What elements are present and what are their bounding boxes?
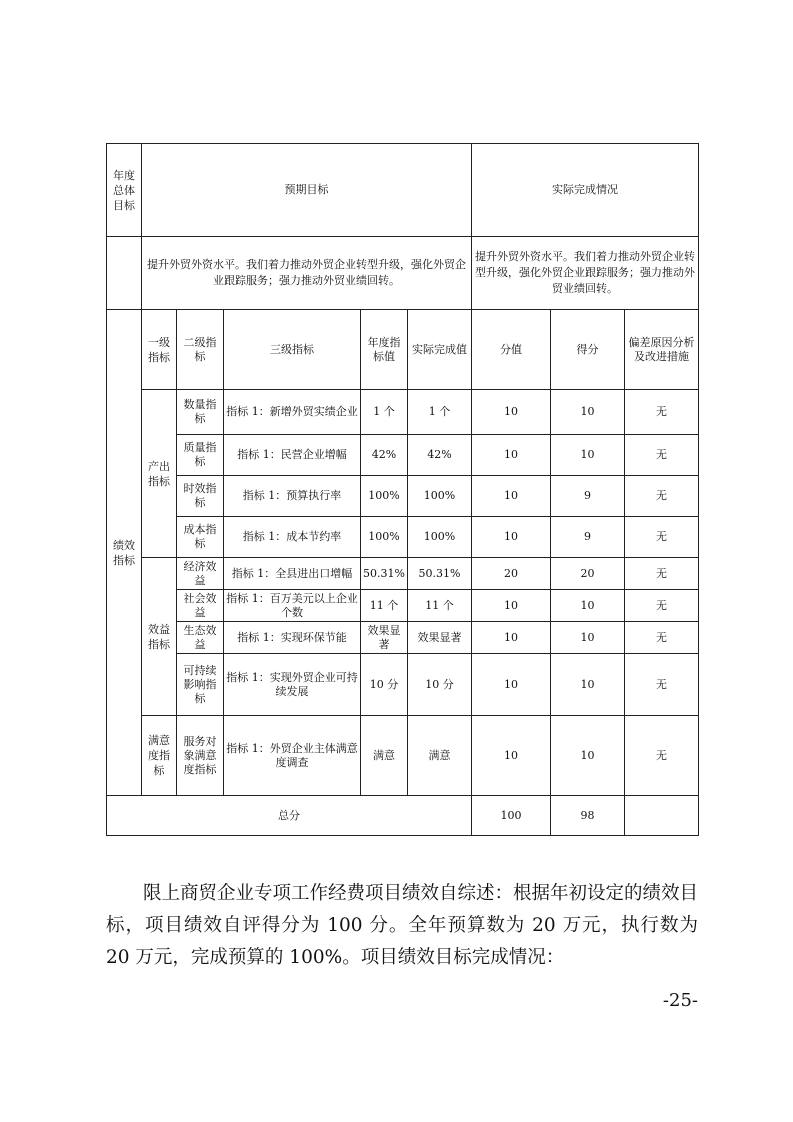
score-cell: 10 <box>551 590 625 622</box>
expected-goal-text: 提升外贸外资水平。我们着力推动外贸企业转型升级，强化外贸企业跟踪服务；强力推动外贸业绩回转。 <box>142 237 472 310</box>
value-cell: 10 <box>472 390 551 435</box>
table-row <box>107 716 699 796</box>
level3-cell: 指标 1：百万美元以上企业个数 <box>224 590 361 622</box>
note-cell: 无 <box>625 716 699 796</box>
table-row <box>107 622 699 654</box>
value-cell: 20 <box>472 558 551 590</box>
table-row <box>107 476 699 517</box>
value-cell: 10 <box>472 590 551 622</box>
value-cell: 10 <box>472 716 551 796</box>
level3-cell: 指标 1：实现环保节能 <box>224 622 361 654</box>
expected-goal-header: 预期目标 <box>142 144 472 237</box>
level3-cell: 指标 1：外贸企业主体满意度调查 <box>224 716 361 796</box>
value-cell: 10 <box>472 654 551 716</box>
level3-cell: 指标 1：新增外贸实绩企业 <box>224 390 361 435</box>
note-cell: 无 <box>625 435 699 476</box>
table-row <box>107 435 699 476</box>
actual-cell: 11 个 <box>408 590 472 622</box>
total-score: 98 <box>551 796 625 836</box>
header-level3: 三级指标 <box>224 310 361 390</box>
level3-cell: 指标 1：实现外贸企业可持续发展 <box>224 654 361 716</box>
target-cell: 42% <box>361 435 408 476</box>
actual-cell: 100% <box>408 517 472 558</box>
target-cell: 10 分 <box>361 654 408 716</box>
group-output: 产出指标 <box>142 390 177 558</box>
summary-paragraph: 限上商贸企业专项工作经费项目绩效自综述：根据年初设定的绩效目标，项目绩效自评得分为 100 分。全年预算数为 20 万元，执行数为 20 万元，完成预算的 100%。项目绩效目标完成情况： <box>106 883 699 968</box>
target-cell: 11 个 <box>361 590 408 622</box>
total-note <box>625 796 699 836</box>
level2-cell: 经济效益 <box>177 558 224 590</box>
note-cell: 无 <box>625 558 699 590</box>
actual-cell: 50.31% <box>408 558 472 590</box>
table-row <box>107 558 699 590</box>
header-actual-value: 实际完成值 <box>408 310 472 390</box>
page-number: -25- <box>662 990 698 1011</box>
actual-cell: 1 个 <box>408 390 472 435</box>
level2-cell: 数量指标 <box>177 390 224 435</box>
actual-cell: 100% <box>408 476 472 517</box>
group-satisfaction: 满意度指标 <box>142 716 177 796</box>
header-annual-target: 年度指标值 <box>361 310 408 390</box>
level2-cell: 质量指标 <box>177 435 224 476</box>
score-cell: 10 <box>551 622 625 654</box>
actual-completion-header: 实际完成情况 <box>472 144 699 237</box>
table-row <box>107 654 699 716</box>
target-cell: 满意 <box>361 716 408 796</box>
value-cell: 10 <box>472 622 551 654</box>
actual-completion-text: 提升外贸外资水平。我们着力推动外贸企业转型升级，强化外贸企业跟踪服务；强力推动外贸业绩回转。 <box>472 237 699 310</box>
level3-cell: 指标 1：预算执行率 <box>224 476 361 517</box>
score-cell: 20 <box>551 558 625 590</box>
note-cell: 无 <box>625 654 699 716</box>
score-cell: 10 <box>551 716 625 796</box>
note-cell: 无 <box>625 622 699 654</box>
annual-goal-label: 年度总体目标 <box>107 144 142 237</box>
level2-cell: 生态效益 <box>177 622 224 654</box>
level2-cell: 可持续影响指标 <box>177 654 224 716</box>
summary-section <box>106 878 698 974</box>
note-cell: 无 <box>625 390 699 435</box>
header-score: 得分 <box>551 310 625 390</box>
actual-cell: 42% <box>408 435 472 476</box>
header-deviation: 偏差原因分析及改进措施 <box>625 310 699 390</box>
actual-cell: 10 分 <box>408 654 472 716</box>
actual-cell: 效果显著 <box>408 622 472 654</box>
note-cell: 无 <box>625 476 699 517</box>
value-cell: 10 <box>472 435 551 476</box>
note-cell: 无 <box>625 590 699 622</box>
level2-cell: 服务对象满意度指标 <box>177 716 224 796</box>
score-cell: 10 <box>551 654 625 716</box>
target-cell: 1 个 <box>361 390 408 435</box>
performance-table <box>106 143 699 836</box>
table-row <box>107 390 699 435</box>
total-label: 总分 <box>107 796 472 836</box>
score-cell: 9 <box>551 517 625 558</box>
value-cell: 10 <box>472 517 551 558</box>
table-row <box>107 590 699 622</box>
empty-cell <box>107 237 142 310</box>
level2-cell: 成本指标 <box>177 517 224 558</box>
header-level2: 二级指标 <box>177 310 224 390</box>
total-row <box>107 796 699 836</box>
note-cell: 无 <box>625 517 699 558</box>
target-cell: 效果显著 <box>361 622 408 654</box>
level3-cell: 指标 1：成本节约率 <box>224 517 361 558</box>
level3-cell: 指标 1：全县进出口增幅 <box>224 558 361 590</box>
table-row <box>107 517 699 558</box>
total-value: 100 <box>472 796 551 836</box>
level2-cell: 社会效益 <box>177 590 224 622</box>
value-cell: 10 <box>472 476 551 517</box>
target-cell: 100% <box>361 476 408 517</box>
target-cell: 50.31% <box>361 558 408 590</box>
target-cell: 100% <box>361 517 408 558</box>
header-score-value: 分值 <box>472 310 551 390</box>
perf-indicator-label: 绩效指标 <box>107 310 142 796</box>
level2-cell: 时效指标 <box>177 476 224 517</box>
level3-cell: 指标 1：民营企业增幅 <box>224 435 361 476</box>
header-level1: 一级指标 <box>142 310 177 390</box>
score-cell: 10 <box>551 435 625 476</box>
score-cell: 9 <box>551 476 625 517</box>
score-cell: 10 <box>551 390 625 435</box>
group-benefit: 效益指标 <box>142 558 177 716</box>
actual-cell: 满意 <box>408 716 472 796</box>
